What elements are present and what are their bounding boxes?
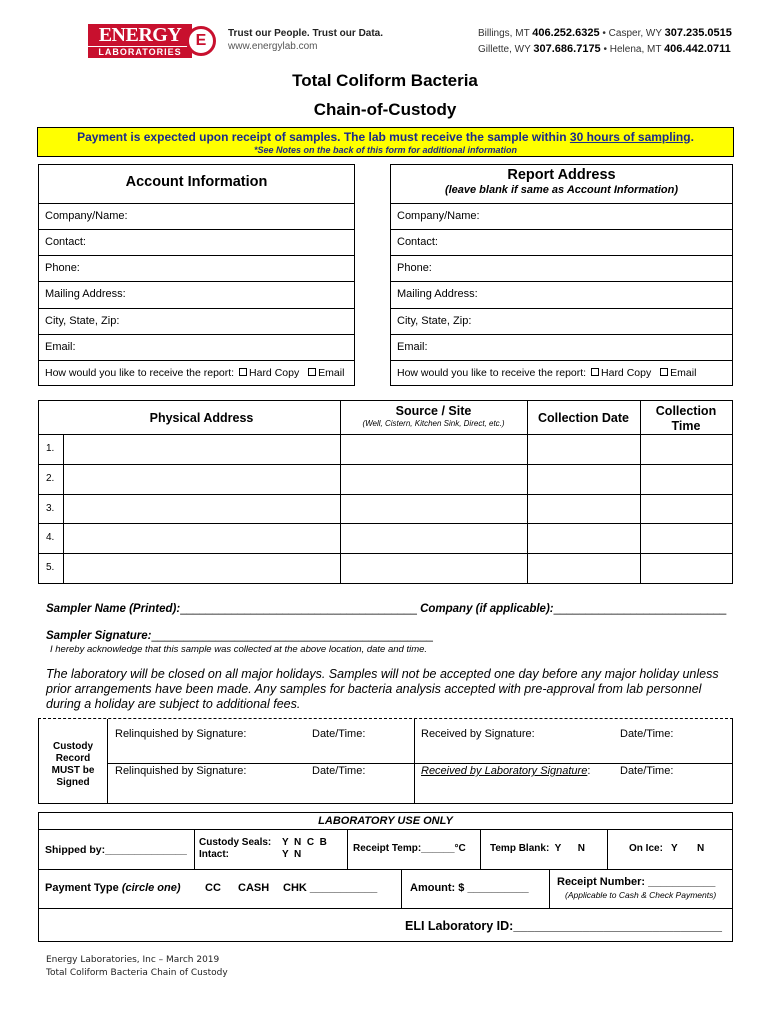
payment-cash-option[interactable]: CASH <box>238 882 270 894</box>
report-mailing-field[interactable]: Mailing Address: <box>397 288 478 300</box>
payment-deadline: 30 hours of sampling <box>569 130 691 144</box>
custody-side-line: Custody <box>53 741 93 752</box>
hard-copy-label: Hard Copy <box>601 367 652 379</box>
footer-line-1: Energy Laboratories, Inc – March 2019 <box>46 955 220 965</box>
phone-gillette: 307.686.7175 <box>533 43 601 55</box>
logo-wordmark: ENERGY <box>88 24 192 46</box>
email-checkbox[interactable] <box>660 368 668 376</box>
received-lab-signature[interactable] <box>421 765 590 777</box>
receive-label: How would you like to receive the report: <box>45 367 235 379</box>
payment-circle-note: (circle one) <box>121 882 181 894</box>
email-option-label: Email <box>670 367 697 379</box>
receipt-number-note: (Applicable to Cash & Check Payments) <box>565 890 717 900</box>
report-company-field[interactable]: Company/Name: <box>397 210 480 222</box>
custody-seals-options[interactable]: Y N C B <box>282 837 327 848</box>
location-gillette: Gillette, WY <box>478 44 531 55</box>
bullet-separator: • <box>603 44 607 55</box>
account-contact-field[interactable]: Contact: <box>45 236 86 248</box>
row-divider <box>39 908 732 909</box>
col-physical-address: Physical Address <box>149 411 254 425</box>
row-number-4: 4. <box>46 532 55 543</box>
email-option-label: Email <box>318 367 345 379</box>
see-notes-text: *See Notes on the back of this form for additional information <box>253 145 518 155</box>
payment-notice-end: . <box>690 130 694 144</box>
sampler-name-blank: _____________________________________ <box>180 603 417 615</box>
account-mailing-field[interactable]: Mailing Address: <box>45 288 126 300</box>
payment-notice-text: Payment is expected upon receipt of samples. The lab must receive the sample within <box>77 130 570 144</box>
col-divider <box>347 829 348 869</box>
received-lab-label: Received by Laboratory Signature <box>421 765 588 777</box>
sampler-name-field[interactable] <box>46 603 726 615</box>
col-divider <box>414 719 415 804</box>
custody-side-label <box>38 719 108 804</box>
intact-options[interactable]: Y N <box>282 849 302 860</box>
payment-cc-option[interactable]: CC <box>205 882 221 894</box>
phone-helena: 406.442.0711 <box>664 43 731 55</box>
row-divider <box>39 553 732 554</box>
on-ice-options[interactable]: On Ice: Y N <box>629 843 705 854</box>
location-billings: Billings, MT <box>478 28 530 39</box>
company-blank: ___________________________ <box>553 603 727 615</box>
col-source-note: (Well, Cistern, Kitchen Sink, Direct, etc.) <box>362 419 505 428</box>
custody-side-line: Record <box>55 753 91 764</box>
divider <box>39 281 354 282</box>
custody-section <box>38 718 733 804</box>
footer-line-2: Total Coliform Bacteria Chain of Custody <box>46 968 228 978</box>
divider <box>39 203 354 204</box>
divider <box>391 255 732 256</box>
email-checkbox[interactable] <box>308 368 316 376</box>
divider <box>39 308 354 309</box>
shipped-by-field[interactable]: Shipped by:______________ <box>45 844 187 856</box>
divider <box>39 360 354 361</box>
company-label: Company (if applicable): <box>420 603 554 615</box>
report-email-field[interactable]: Email: <box>397 341 428 353</box>
col-source-site: Source / Site <box>395 404 472 418</box>
account-receive-options <box>45 367 344 379</box>
col-collection-time-2: Time <box>671 419 701 433</box>
form-subtitle: Chain-of-Custody <box>313 100 457 119</box>
row-divider <box>39 869 732 870</box>
location-helena: Helena, MT <box>609 44 662 55</box>
relinquished-signature-2[interactable]: Relinquished by Signature: <box>115 765 247 777</box>
eli-lab-id-field[interactable]: ELI Laboratory ID:______________________________ <box>405 919 722 933</box>
receipt-temp-field[interactable]: Receipt Temp:______°C <box>353 843 466 854</box>
amount-field[interactable]: Amount: $ __________ <box>410 882 529 894</box>
sampler-signature-blank: ____________________________________________ <box>151 630 433 642</box>
col-divider <box>527 401 528 583</box>
acknowledgement-text: I hereby acknowledge that this sample was collected at the above location, date and time. <box>50 644 428 655</box>
row-divider <box>39 829 732 830</box>
report-contact-field[interactable]: Contact: <box>397 236 438 248</box>
report-receive-options <box>397 367 696 379</box>
logo-subtext: LABORATORIES <box>88 46 192 58</box>
logo-e-mark-icon: E <box>186 26 216 56</box>
row-divider <box>108 763 733 764</box>
col-divider <box>732 719 733 804</box>
custody-side-line: MUST be <box>51 765 95 776</box>
payment-notice-banner <box>37 127 734 157</box>
report-phone-field[interactable]: Phone: <box>397 262 432 274</box>
col-divider <box>401 869 402 908</box>
col-divider <box>340 401 341 583</box>
received-signature-1[interactable]: Received by Signature: <box>421 728 535 740</box>
account-info-box <box>38 164 355 386</box>
hard-copy-checkbox[interactable] <box>239 368 247 376</box>
row-divider <box>39 523 732 524</box>
samples-table <box>38 400 733 584</box>
report-address-note: (leave blank if same as Account Information) <box>444 184 679 196</box>
account-info-heading: Account Information <box>125 174 268 190</box>
phone-billings: 406.252.6325 <box>532 27 600 39</box>
col-divider <box>194 829 195 869</box>
divider <box>391 334 732 335</box>
divider <box>39 255 354 256</box>
payment-type-field <box>45 882 181 894</box>
report-city-field[interactable]: City, State, Zip: <box>397 315 472 327</box>
bullet-separator: • <box>602 28 606 39</box>
divider <box>391 308 732 309</box>
divider <box>391 360 732 361</box>
receive-label: How would you like to receive the report: <box>397 367 587 379</box>
divider <box>391 281 732 282</box>
account-email-field[interactable]: Email: <box>45 341 76 353</box>
relinquished-datetime-2[interactable]: Date/Time: <box>312 765 366 777</box>
row-number-5: 5. <box>46 562 55 573</box>
company-logo <box>88 24 216 60</box>
hard-copy-checkbox[interactable] <box>591 368 599 376</box>
website-url: www.energylab.com <box>228 41 318 52</box>
divider <box>39 334 354 335</box>
received-datetime-1[interactable]: Date/Time: <box>620 728 674 740</box>
col-divider <box>63 435 64 583</box>
report-address-box <box>390 164 733 386</box>
relinquished-signature-1[interactable]: Relinquished by Signature: <box>115 728 247 740</box>
divider <box>391 203 732 204</box>
sampler-name-label: Sampler Name (Printed): <box>46 603 181 615</box>
divider <box>391 229 732 230</box>
received-datetime-2[interactable]: Date/Time: <box>620 765 674 777</box>
custody-side-line: Signed <box>56 777 90 788</box>
account-phone-field[interactable]: Phone: <box>45 262 80 274</box>
account-city-field[interactable]: City, State, Zip: <box>45 315 120 327</box>
colon: : <box>587 765 591 777</box>
form-title: Total Coliform Bacteria <box>292 71 478 90</box>
col-divider <box>480 829 481 869</box>
contact-line-1 <box>478 27 732 39</box>
hard-copy-label: Hard Copy <box>249 367 300 379</box>
payment-type-label: Payment Type <box>45 882 122 894</box>
col-divider <box>549 869 550 908</box>
col-collection-date: Collection Date <box>538 411 629 425</box>
sampler-signature-field[interactable] <box>46 630 433 642</box>
row-number-1: 1. <box>46 443 55 454</box>
col-divider <box>607 829 608 869</box>
row-number-3: 3. <box>46 503 55 514</box>
sampler-signature-label: Sampler Signature: <box>46 630 152 642</box>
row-number-2: 2. <box>46 473 55 484</box>
divider <box>39 229 354 230</box>
relinquished-datetime-1[interactable]: Date/Time: <box>312 728 366 740</box>
holiday-notice: The laboratory will be closed on all major holidays. Samples will not be accepted one day before any major holiday unless prior arrangements have been made. Any samples for bacteria analysis accepted with pre-approval from lab personnel during a holiday are subject to additional fees. <box>46 667 719 711</box>
row-divider <box>39 494 732 495</box>
report-address-heading: Report Address <box>507 167 616 183</box>
tagline: Trust our People. Trust our Data. <box>228 28 384 39</box>
phone-casper: 307.235.0515 <box>664 27 732 39</box>
temp-blank-options[interactable]: Temp Blank: Y N <box>490 843 586 854</box>
lab-use-section <box>38 812 733 942</box>
intact-label: Intact: <box>199 849 229 860</box>
receipt-number-field[interactable]: Receipt Number: ___________ <box>557 876 716 888</box>
row-divider <box>39 464 732 465</box>
contact-line-2 <box>478 43 731 55</box>
custody-seals-label: Custody Seals: <box>199 837 272 848</box>
payment-notice <box>38 130 733 144</box>
location-casper: Casper, WY <box>608 28 662 39</box>
account-company-field[interactable]: Company/Name: <box>45 210 128 222</box>
payment-check-option[interactable]: CHK ___________ <box>283 882 378 894</box>
lab-use-heading: LABORATORY USE ONLY <box>318 815 453 827</box>
row-divider <box>39 434 732 435</box>
col-collection-time-1: Collection <box>655 404 717 418</box>
